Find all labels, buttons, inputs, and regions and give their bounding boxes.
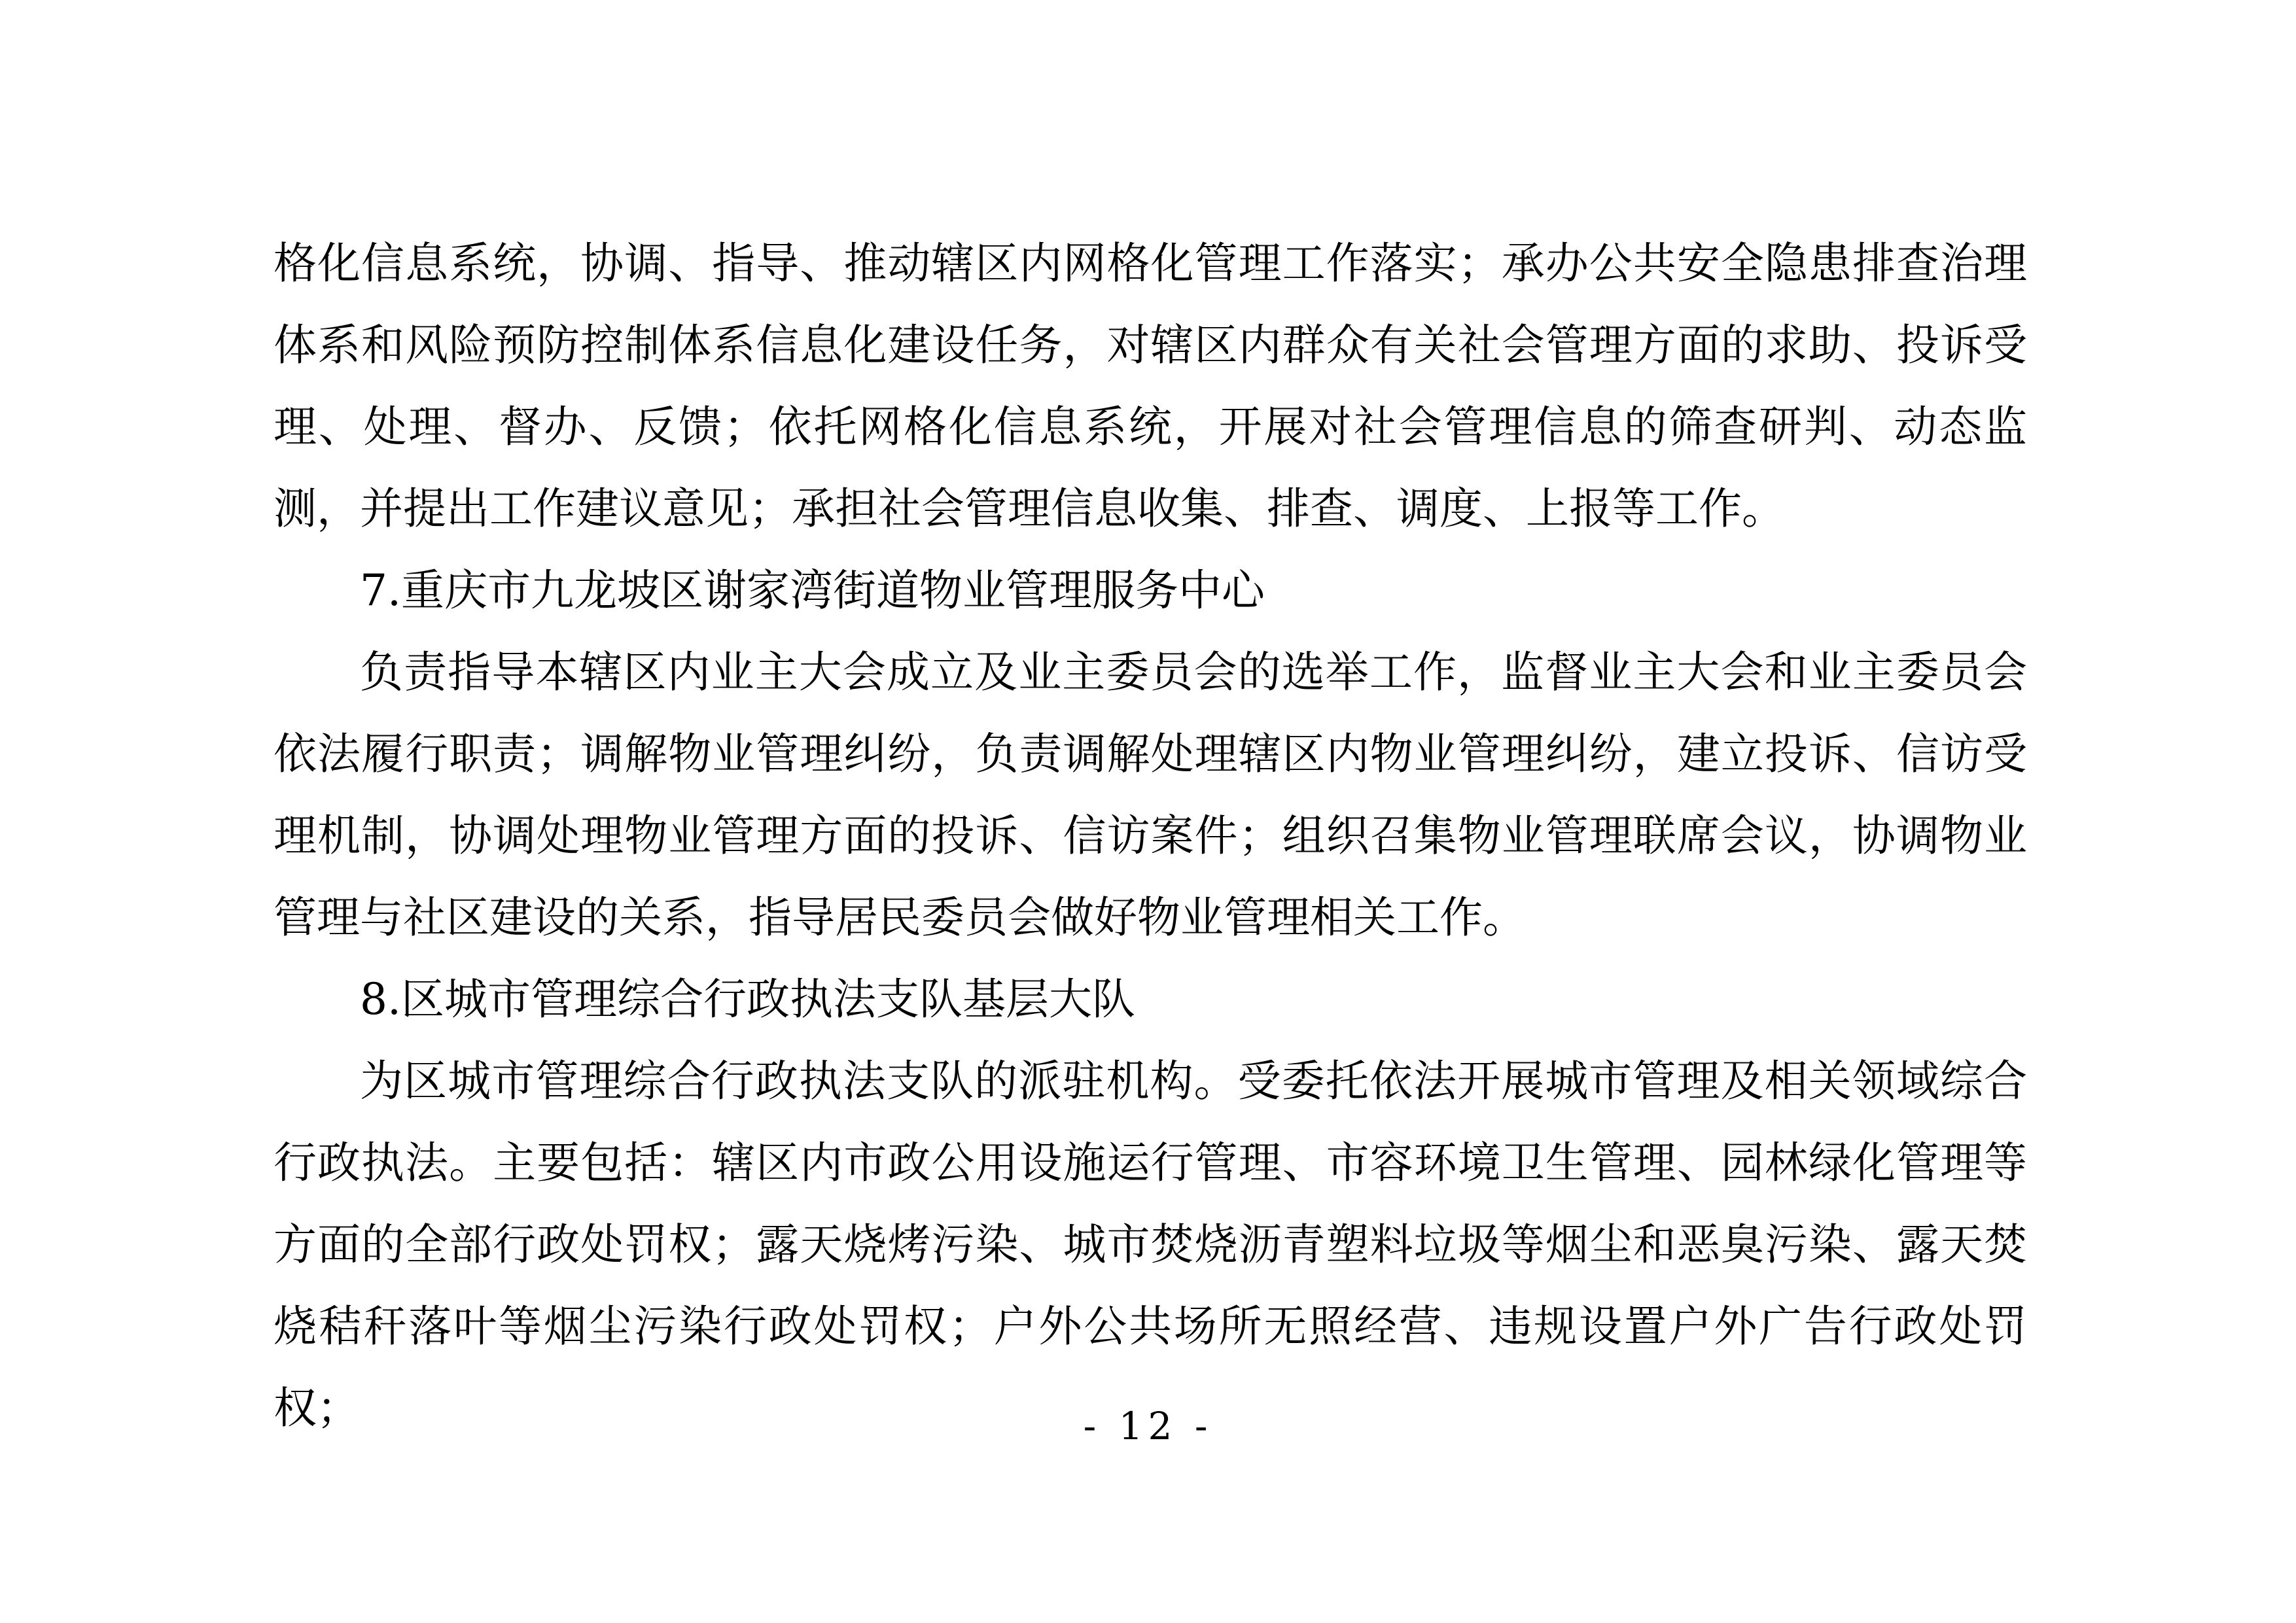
page-number: - 12 - [1083, 1404, 1213, 1448]
paragraph-law-enforcement: 为区城市管理综合行政执法支队的派驻机构。受委托依法开展城市管理及相关领域综合行政执法。主要包括：辖区内市政公用设施运行管理、市容环境卫生管理、园林绿化管理等方面的全部行政处罚权；露天烧烤污染、城市焚烧沥青塑料垃圾等烟尘和恶臭污染、露天焚烧秸秆落叶等烟尘污染行政处罚权；户外公共场所无照经营、违规设置户外广告行政处罚权； [274, 1056, 2027, 1433]
paragraph-property-management: 负责指导本辖区内业主大会成立及业主委员会的选举工作，监督业主大会和业主委员会依法履行职责；调解物业管理纠纷，负责调解处理辖区内物业管理纠纷，建立投诉、信访受理机制，协调处理物业管理方面的投诉、信访案件；组织召集物业管理联席会议，协调物业管理与社区建设的关系，指导居民委员会做好物业管理相关工作。 [274, 647, 2027, 943]
paragraph-grid-info-continued: 格化信息系统，协调、指导、推动辖区内网格化管理工作落实；承办公共安全隐患排查治理体系和风险预防控制体系信息化建设任务，对辖区内群众有关社会管理方面的求助、投诉受理、处理、督办、反馈；依托网格化信息系统，开展对社会管理信息的筛查研判、动态监测，并提出工作建议意见；承担社会管理信息收集、排查、调度、上报等工作。 [274, 238, 2027, 534]
section-heading-7: 7.重庆市九龙坡区谢家湾街道物业管理服务中心 [360, 565, 1265, 616]
document-body [274, 222, 2027, 1449]
section-heading-8: 8.区城市管理综合行政执法支队基层大队 [360, 974, 1135, 1024]
